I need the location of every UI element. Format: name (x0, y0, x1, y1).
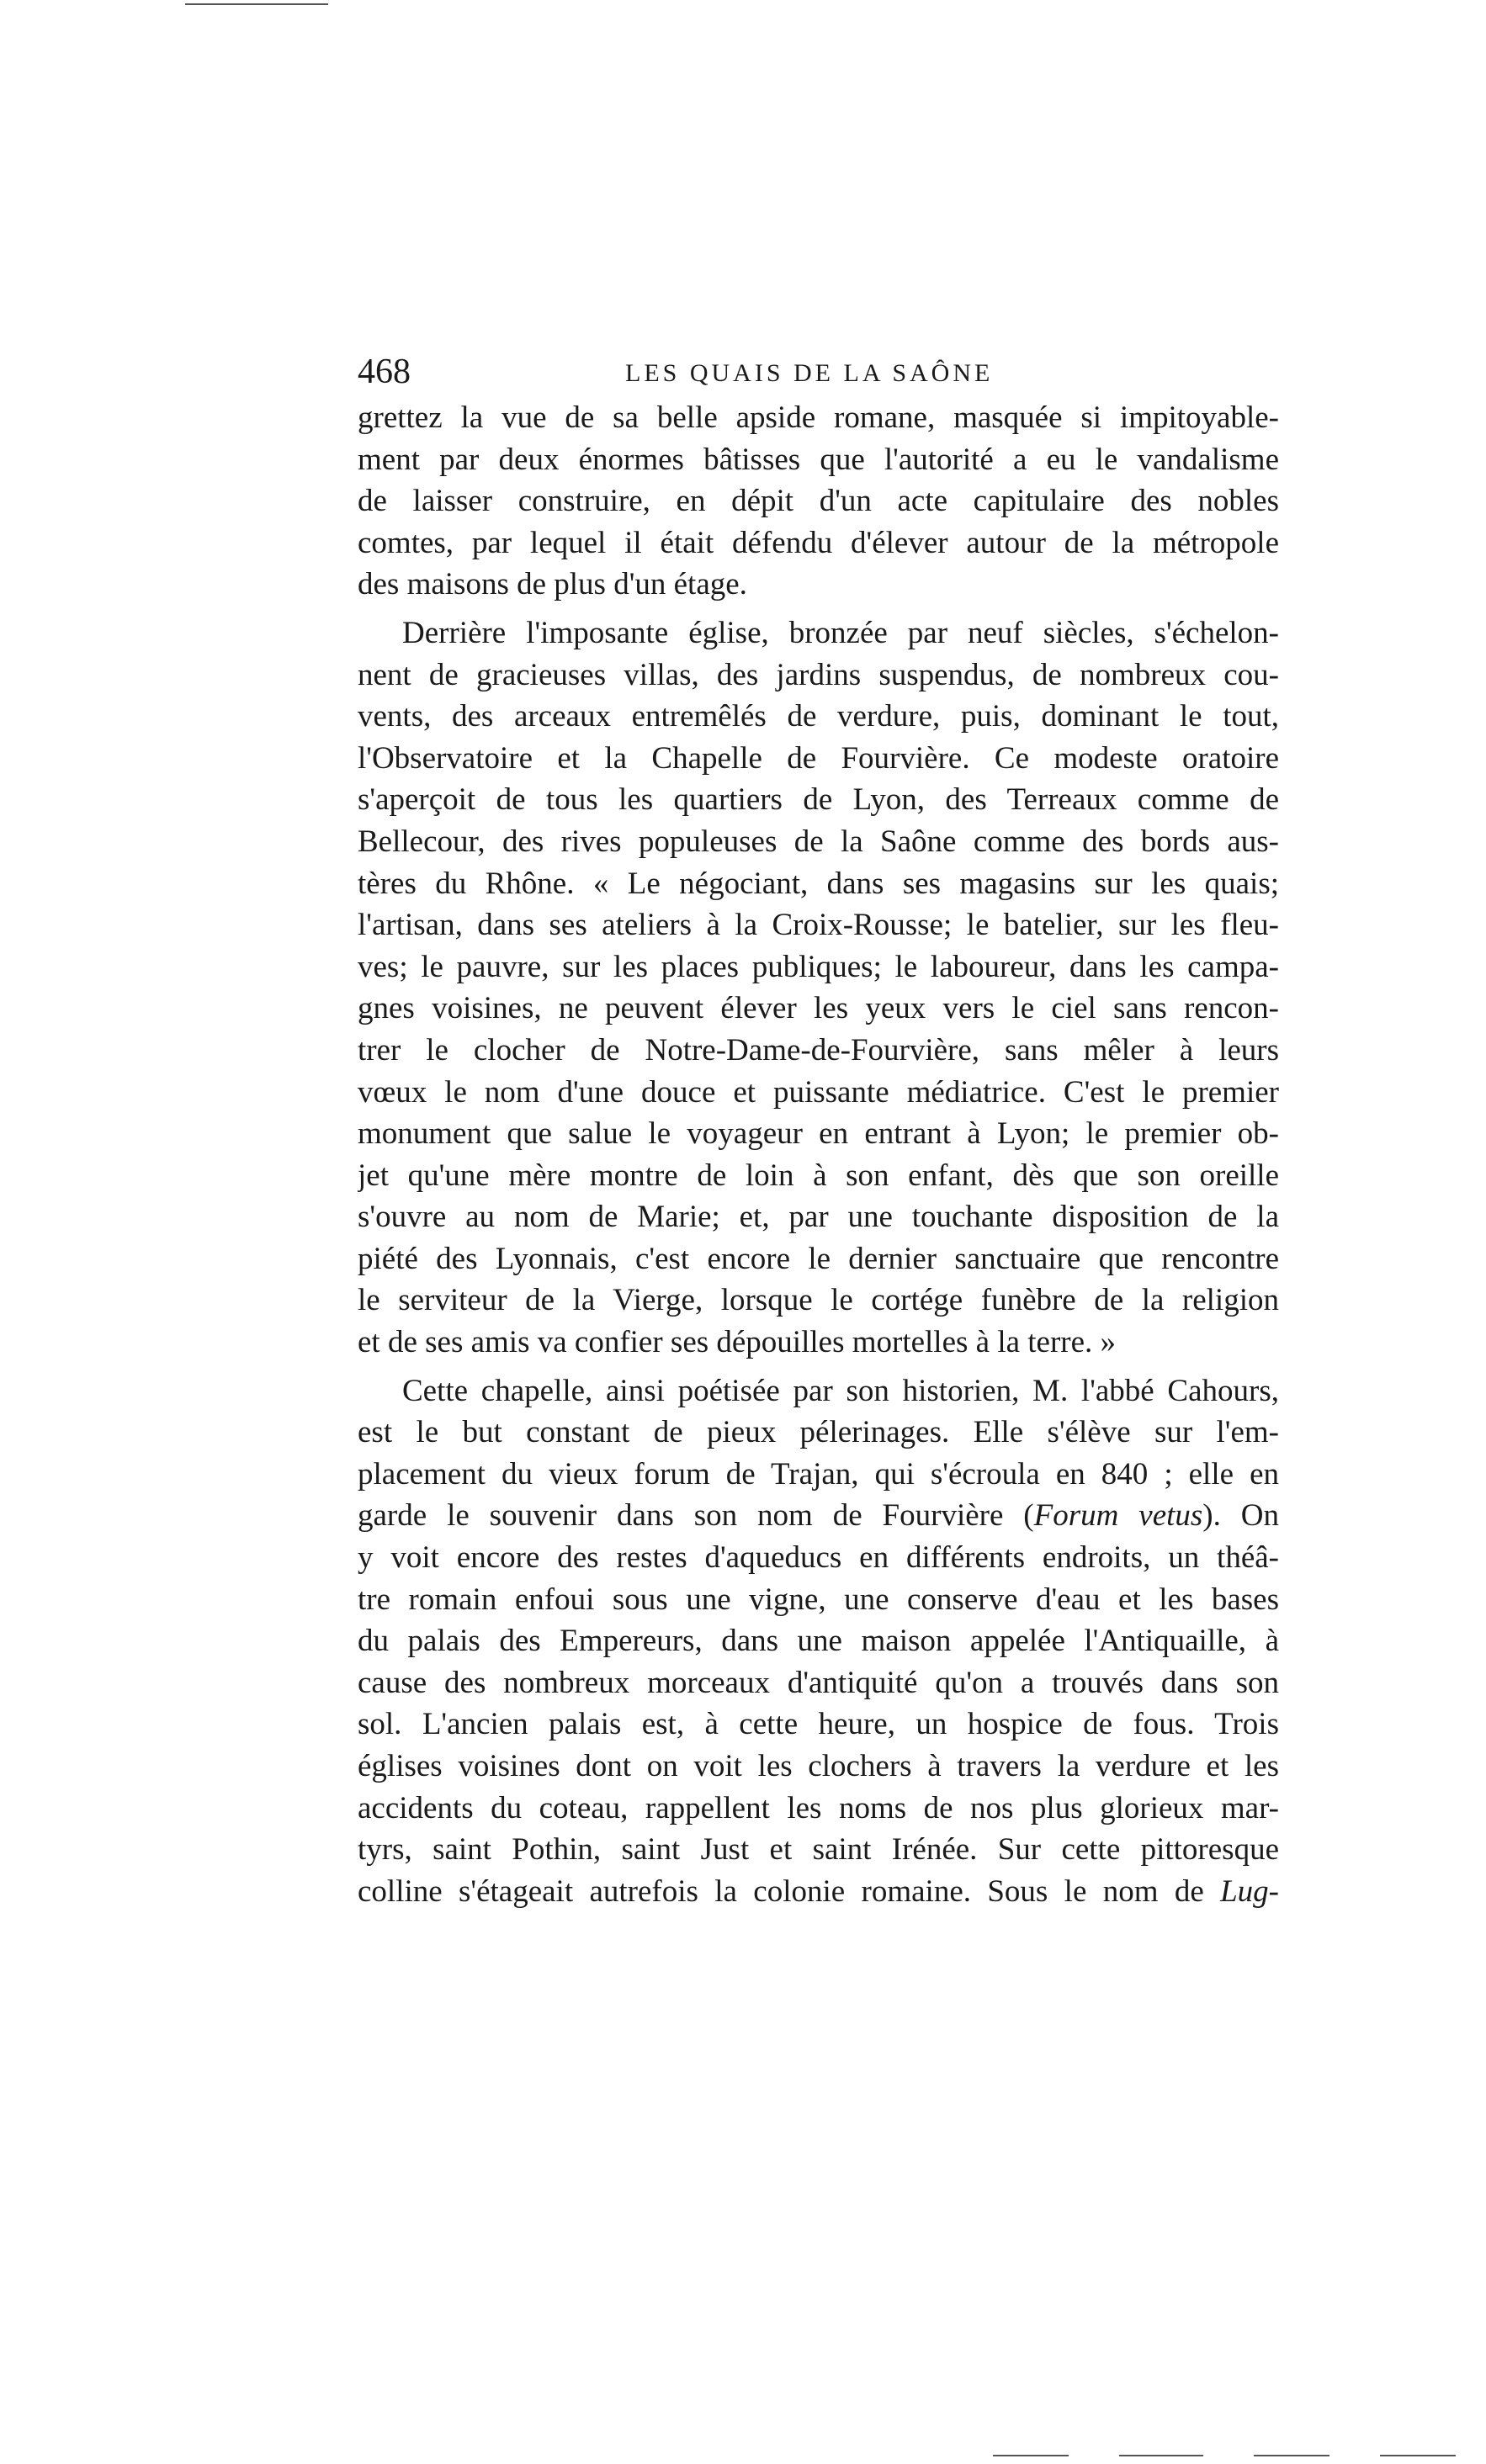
text-line: le serviteur de la Vierge, lorsque le cortége funèbre de la religion (358, 1283, 1279, 1318)
text-line: du palais des Empereurs, dans une maison appelée l'Antiquaille, à (358, 1624, 1279, 1659)
page-number: 468 (358, 352, 411, 391)
text-line: tyrs, saint Pothin, saint Just et saint Irénée. Sur cette pittoresque (358, 1832, 1279, 1868)
text-line: trer le clocher de Notre-Dame-de-Fourvière, sans mêler à leurs (358, 1032, 1279, 1068)
italic-forum-vetus: Forum vetus (1033, 1498, 1203, 1534)
text-line-forum-vetus (358, 1495, 1279, 1537)
text-line: monument que salue le voyageur en entrant à Lyon; le premier ob- (358, 1116, 1279, 1152)
text-line: des maisons de plus d'un étage. (358, 567, 747, 602)
text-line: jet qu'une mère montre de loin à son enfant, dès que son oreille (358, 1158, 1279, 1193)
text-line: y voit encore des restes d'aqueducs en différents endroits, un théâ- (358, 1540, 1279, 1576)
text-line: Bellecour, des rives populeuses de la Saône comme des bords aus- (358, 824, 1279, 859)
text-line: s'ouvre au nom de Marie; et, par une touchante disposition de la (358, 1200, 1279, 1235)
text-line: gnes voisines, ne peuvent élever les yeux vers le ciel sans rencon- (358, 991, 1279, 1026)
text-segment: ). On (1202, 1498, 1279, 1534)
text-line: églises voisines dont on voit les clochers à travers la verdure et les (358, 1749, 1279, 1783)
scan-mark-bottom-3 (1254, 2455, 1329, 2456)
text-line: piété des Lyonnais, c'est encore le dernier sanctuaire que rencontre (358, 1241, 1279, 1276)
paragraph-3 (358, 1370, 1279, 1913)
text-segment: garde le souvenir dans son nom de Fourvière ( (358, 1498, 1034, 1534)
text-line: comtes, par lequel il était défendu d'élever autour de la métropole (358, 525, 1279, 560)
scan-mark-bottom-1 (993, 2455, 1069, 2456)
text-line: l'artisan, dans ses ateliers à la Croix-Rousse; le batelier, sur les fleu- (358, 908, 1279, 943)
scan-mark-bottom-2 (1119, 2455, 1203, 2456)
text-line: s'aperçoit de tous les quartiers de Lyon, des Terreaux comme de (358, 782, 1279, 818)
text-line-lug (358, 1871, 1279, 1913)
text-line: nent de gracieuses villas, des jardins suspendus, de nombreux cou- (358, 657, 1279, 692)
text-line: sol. L'ancien palais est, à cette heure, un hospice de fous. Trois (358, 1707, 1279, 1742)
text-line: tères du Rhône. « Le négociant, dans ses magasins sur les quais; (358, 866, 1279, 901)
scan-mark-top (185, 3, 328, 5)
text-line: Cette chapelle, ainsi poétisée par son historien, M. l'abbé Cahours, (402, 1373, 1279, 1408)
text-segment: colline s'étageait autrefois la colonie romaine. Sous le nom de (358, 1873, 1221, 1909)
text-line: l'Observatoire et la Chapelle de Fourvière. Ce modeste oratoire (358, 740, 1279, 776)
italic-lug: Lug- (1220, 1873, 1279, 1909)
text-line: ment par deux énormes bâtisses que l'autorité a eu le vandalisme (358, 442, 1279, 477)
text-line: est le but constant de pieux pélerinages. Elle s'élève sur l'em- (358, 1415, 1279, 1450)
text-line: vents, des arceaux entremêlés de verdure, puis, dominant le tout, (358, 699, 1279, 734)
scan-mark-bottom-4 (1380, 2455, 1456, 2456)
text-line: vœux le nom d'une douce et puissante médiatrice. C'est le premier (358, 1074, 1279, 1110)
text-line: placement du vieux forum de Trajan, qui s'écroula en 840 ; elle en (358, 1456, 1279, 1492)
page-header (358, 347, 1283, 397)
text-line: Derrière l'imposante église, bronzée par neuf siècles, s'échelon- (402, 615, 1279, 650)
text-line: tre romain enfoui sous une vigne, une conserve d'eau et les bases (358, 1582, 1279, 1617)
text-line: et de ses amis va confier ses dépouilles mortelles à la terre. » (358, 1325, 1117, 1360)
text-line: ves; le pauvre, sur les places publiques; le laboureur, dans les campa- (358, 949, 1279, 984)
text-line: de laisser construire, en dépit d'un acte capitulaire des nobles (358, 484, 1279, 519)
paragraph-2 (358, 612, 1279, 1364)
paragraph-1 (358, 397, 1279, 606)
text-line: grettez la vue de sa belle apside romane, masquée si impitoyable- (358, 400, 1279, 435)
text-line: accidents du coteau, rappellent les noms de nos plus glorieux mar- (358, 1790, 1279, 1825)
text-body (358, 397, 1279, 1912)
text-line: cause des nombreux morceaux d'antiquité qu'on a trouvés dans son (358, 1665, 1279, 1700)
running-title: LES QUAIS DE LA SAÔNE (625, 359, 994, 387)
